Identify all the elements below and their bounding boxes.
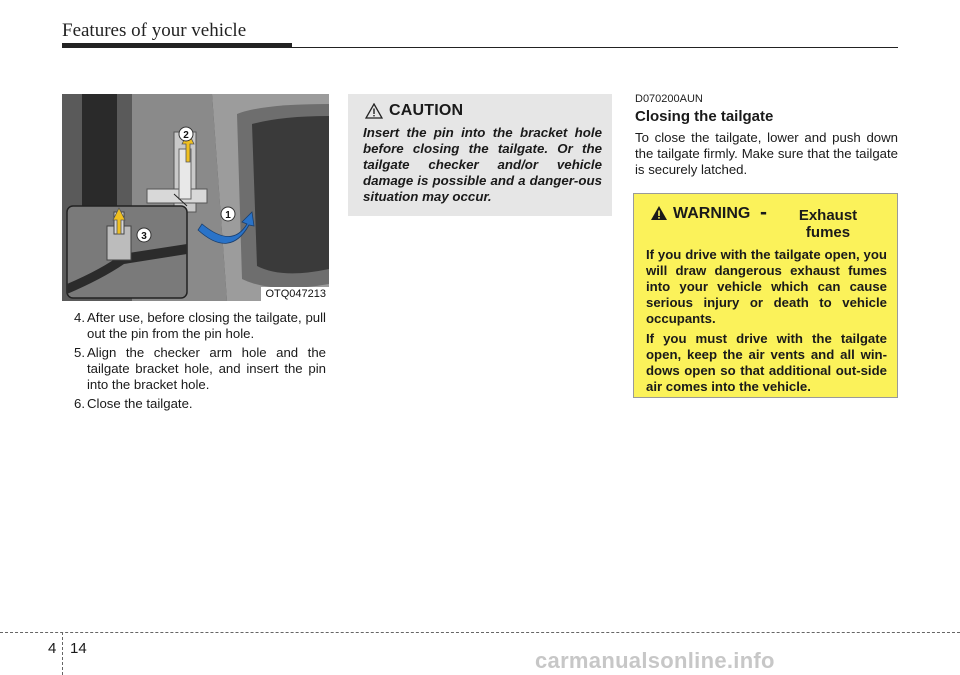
chapter-number: 4 — [48, 640, 57, 657]
section-body: To close the tailgate, lower and push down the tailgate firmly. Make sure that the tailgate is securely latched. — [635, 130, 898, 177]
caution-triangle-icon — [365, 103, 383, 119]
step-text: Close the tailgate. — [87, 396, 193, 411]
warning-subtitle: Exhaust fumes — [798, 207, 858, 241]
step-text: Align the checker arm hole and the tailgate bracket hole, and insert the pin into the bracket hole. — [87, 345, 326, 392]
warning-paragraph: If you must drive with the tailgate open, keep the air vents and all win-dows open so that additional out-side air comes into the vehicle. — [646, 331, 887, 394]
step-text: After use, before closing the tailgate, pull out the pin from the pin hole. — [87, 310, 326, 341]
caution-header — [365, 102, 602, 120]
caution-text: Insert the pin into the bracket hole before closing the tailgate. Or the tailgate checker and/or vehicle damage is possible and a danger-ous situation may occur. — [363, 125, 602, 204]
step-item — [74, 396, 326, 412]
header-rule — [62, 43, 292, 48]
step-item — [74, 345, 326, 393]
section-title: Closing the tailgate — [635, 108, 774, 125]
caution-box — [348, 94, 612, 216]
page-number: 14 — [70, 640, 87, 657]
section-code: D070200AUN — [635, 93, 703, 105]
warning-box — [633, 193, 898, 398]
footer-rule — [0, 632, 960, 633]
illustration-drawing — [62, 94, 329, 301]
tailgate-checker-illustration — [62, 94, 329, 301]
page-header-title: Features of your vehicle — [62, 20, 247, 41]
callout-2: 2 — [183, 130, 189, 141]
watermark: carmanualsonline.info — [535, 648, 775, 673]
callout-1: 1 — [225, 210, 231, 221]
step-item — [74, 310, 326, 342]
header-rule-thin — [292, 47, 898, 48]
step-number: 5. — [74, 345, 85, 360]
warning-paragraph: If you drive with the tailgate open, you will draw dangerous exhaust fumes into your vehicle which can cause serious injury or death to vehicle occupants. — [646, 247, 887, 326]
caution-title: CAUTION — [389, 102, 464, 119]
warning-triangle-icon — [650, 205, 668, 221]
warning-title: WARNING — [673, 205, 751, 222]
figure-code: OTQ047213 — [261, 287, 329, 301]
step-number: 6. — [74, 396, 85, 411]
step-number: 4. — [74, 310, 85, 325]
footer-divider — [62, 632, 63, 675]
warning-dash: - — [760, 201, 767, 224]
warning-header — [646, 203, 887, 243]
procedure-steps — [74, 310, 326, 415]
callout-3: 3 — [141, 231, 147, 242]
